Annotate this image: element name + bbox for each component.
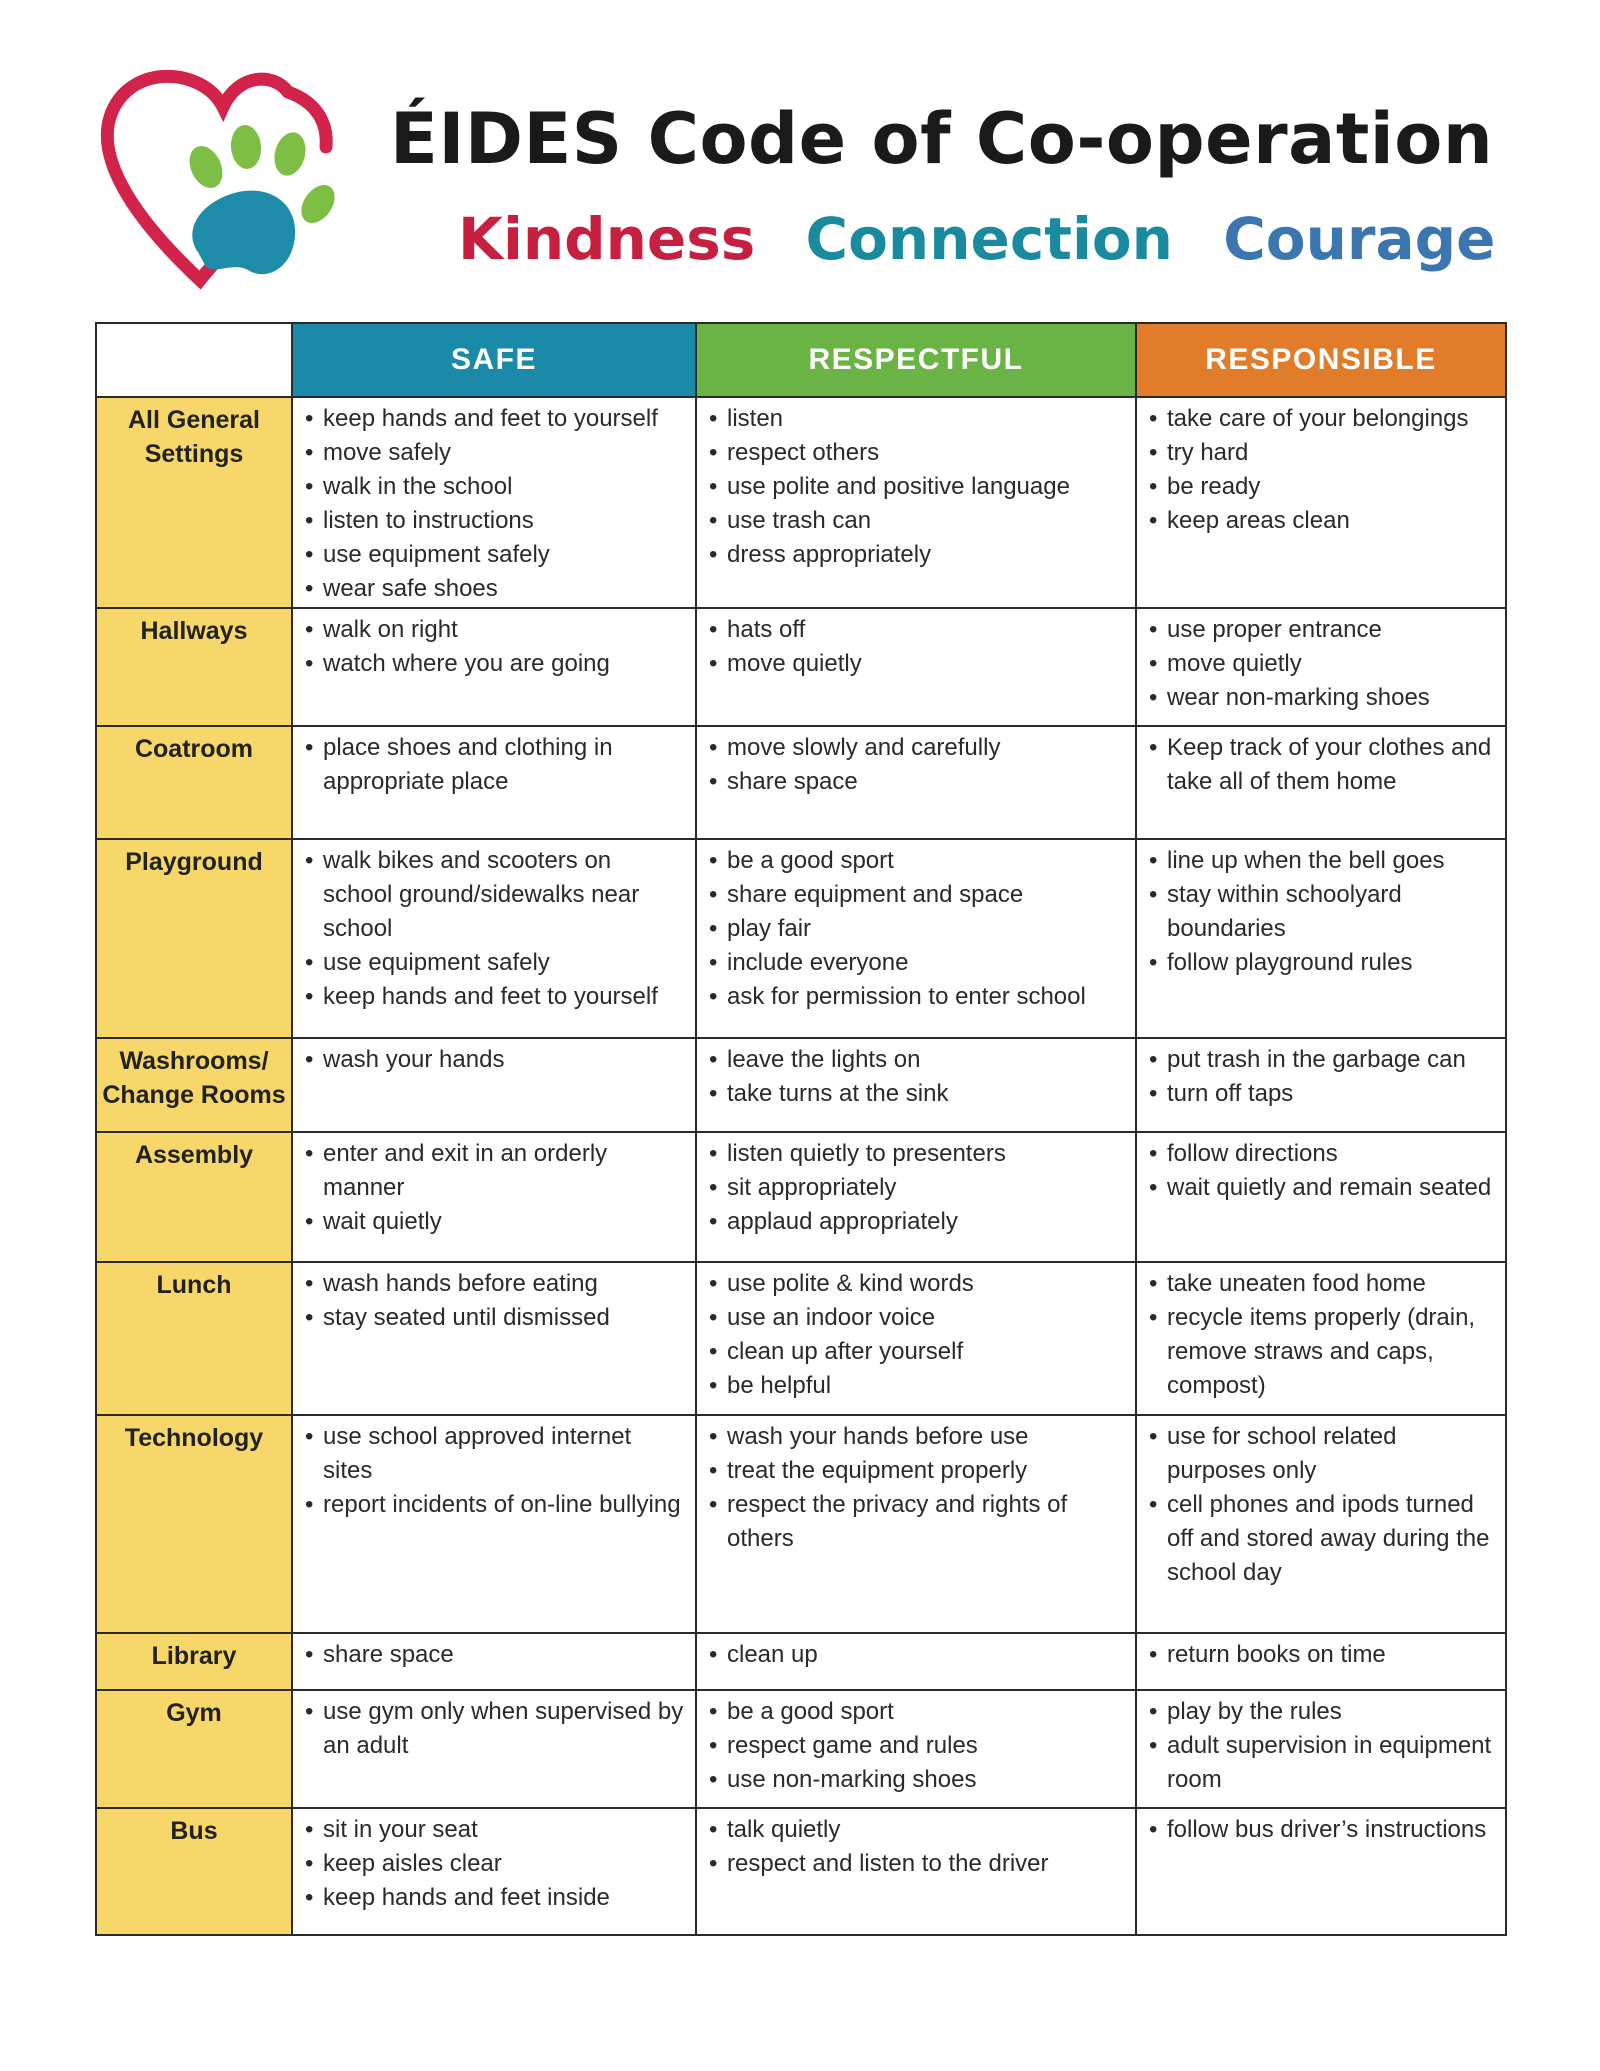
table-row bbox=[96, 839, 1506, 1038]
rule-item: • clean up bbox=[707, 1638, 1127, 1672]
setting-label: Hallways bbox=[96, 608, 292, 726]
respectful-cell bbox=[696, 839, 1136, 1038]
rule-item: • listen quietly to presenters bbox=[707, 1137, 1127, 1171]
rule-item: • place shoes and clothing in appropriate place bbox=[303, 731, 687, 799]
rule-item: • treat the equipment properly bbox=[707, 1454, 1127, 1488]
rule-item: • hats off bbox=[707, 613, 1127, 647]
rule-item: • wash hands before eating bbox=[303, 1267, 687, 1301]
respectful-rule-list bbox=[707, 1638, 1127, 1672]
table-row bbox=[96, 608, 1506, 726]
rule-item: • walk on right bbox=[303, 613, 687, 647]
rule-item: • put trash in the garbage can bbox=[1147, 1043, 1497, 1077]
respectful-rule-list bbox=[707, 844, 1127, 1014]
rule-item: • line up when the bell goes bbox=[1147, 844, 1497, 878]
respectful-cell bbox=[696, 1038, 1136, 1132]
rule-item: • move safely bbox=[303, 436, 687, 470]
responsible-rule-list bbox=[1147, 1813, 1497, 1847]
rule-item: • stay within schoolyard boundaries bbox=[1147, 878, 1497, 946]
rule-item: • use for school related purposes only bbox=[1147, 1420, 1497, 1488]
safe-rule-list bbox=[303, 1695, 687, 1763]
setting-label: Library bbox=[96, 1633, 292, 1690]
respectful-rule-list bbox=[707, 1695, 1127, 1797]
responsible-rule-list bbox=[1147, 1420, 1497, 1590]
rule-item: • follow playground rules bbox=[1147, 946, 1497, 980]
rule-item: • turn off taps bbox=[1147, 1077, 1497, 1111]
safe-rule-list bbox=[303, 1043, 687, 1077]
rule-item: • move slowly and carefully bbox=[707, 731, 1127, 765]
table-row bbox=[96, 1038, 1506, 1132]
respectful-rule-list bbox=[707, 1137, 1127, 1239]
responsible-rule-list bbox=[1147, 1137, 1497, 1205]
responsible-cell bbox=[1136, 1690, 1506, 1808]
rule-item: • cell phones and ipods turned off and stored away during the school day bbox=[1147, 1488, 1497, 1590]
rule-item: • dress appropriately bbox=[707, 538, 1127, 572]
rule-item: • play fair bbox=[707, 912, 1127, 946]
rule-item: • use gym only when supervised by an adult bbox=[303, 1695, 687, 1763]
safe-rule-list bbox=[303, 1137, 687, 1239]
rule-item: • respect and listen to the driver bbox=[707, 1847, 1127, 1881]
rule-item: • use proper entrance bbox=[1147, 613, 1497, 647]
rule-item: • listen bbox=[707, 402, 1127, 436]
respectful-rule-list bbox=[707, 1043, 1127, 1111]
responsible-rule-list bbox=[1147, 844, 1497, 980]
rule-item: • clean up after yourself bbox=[707, 1335, 1127, 1369]
rule-item: • play by the rules bbox=[1147, 1695, 1497, 1729]
rule-item: • walk bikes and scooters on school ground/sidewalks near school bbox=[303, 844, 687, 946]
value-courage: Courage bbox=[1223, 205, 1496, 273]
respectful-cell bbox=[696, 608, 1136, 726]
table-corner bbox=[96, 323, 292, 397]
rule-item: • share space bbox=[303, 1638, 687, 1672]
responsible-cell bbox=[1136, 1808, 1506, 1935]
rule-item: • use school approved internet sites bbox=[303, 1420, 687, 1488]
safe-cell bbox=[292, 1132, 696, 1262]
table-row bbox=[96, 726, 1506, 839]
rule-item: • take care of your belongings bbox=[1147, 402, 1497, 436]
rule-item: • be a good sport bbox=[707, 1695, 1127, 1729]
responsible-cell bbox=[1136, 726, 1506, 839]
rule-item: • report incidents of on-line bullying bbox=[303, 1488, 687, 1522]
responsible-rule-list bbox=[1147, 1695, 1497, 1797]
rule-item: • wait quietly and remain seated bbox=[1147, 1171, 1497, 1205]
rule-item: • listen to instructions bbox=[303, 504, 687, 538]
rule-item: • Keep track of your clothes and take all of them home bbox=[1147, 731, 1497, 799]
rule-item: • leave the lights on bbox=[707, 1043, 1127, 1077]
rule-item: • be a good sport bbox=[707, 844, 1127, 878]
values-subtitle bbox=[458, 205, 1558, 273]
setting-label: All General Settings bbox=[96, 397, 292, 608]
table-row bbox=[96, 1262, 1506, 1415]
responsible-rule-list bbox=[1147, 402, 1497, 538]
respectful-cell bbox=[696, 1808, 1136, 1935]
column-header-safe: SAFE bbox=[292, 323, 696, 397]
safe-rule-list bbox=[303, 1267, 687, 1335]
rule-item: • take turns at the sink bbox=[707, 1077, 1127, 1111]
setting-label: Coatroom bbox=[96, 726, 292, 839]
safe-rule-list bbox=[303, 1813, 687, 1915]
rule-item: • wash your hands bbox=[303, 1043, 687, 1077]
rule-item: • move quietly bbox=[707, 647, 1127, 681]
rule-item: • follow directions bbox=[1147, 1137, 1497, 1171]
rule-item: • move quietly bbox=[1147, 647, 1497, 681]
rule-item: • take uneaten food home bbox=[1147, 1267, 1497, 1301]
responsible-cell bbox=[1136, 1132, 1506, 1262]
rule-item: • try hard bbox=[1147, 436, 1497, 470]
responsible-cell bbox=[1136, 1038, 1506, 1132]
safe-cell bbox=[292, 1262, 696, 1415]
table-header-row bbox=[96, 323, 1506, 397]
table-row bbox=[96, 397, 1506, 608]
responsible-rule-list bbox=[1147, 613, 1497, 715]
rule-item: • use non-marking shoes bbox=[707, 1763, 1127, 1797]
respectful-rule-list bbox=[707, 731, 1127, 799]
rule-item: • recycle items properly (drain, remove straws and caps, compost) bbox=[1147, 1301, 1497, 1403]
rule-item: • ask for permission to enter school bbox=[707, 980, 1127, 1014]
rule-item: • be helpful bbox=[707, 1369, 1127, 1403]
safe-cell bbox=[292, 1415, 696, 1633]
setting-label: Washrooms/ Change Rooms bbox=[96, 1038, 292, 1132]
column-header-respectful: RESPECTFUL bbox=[696, 323, 1136, 397]
responsible-rule-list bbox=[1147, 1638, 1497, 1672]
rule-item: • sit in your seat bbox=[303, 1813, 687, 1847]
page-title: ÉIDES Code of Co-operation bbox=[390, 98, 1494, 180]
setting-label: Bus bbox=[96, 1808, 292, 1935]
value-kindness: Kindness bbox=[458, 205, 756, 273]
setting-label: Gym bbox=[96, 1690, 292, 1808]
responsible-cell bbox=[1136, 608, 1506, 726]
rule-item: • keep areas clean bbox=[1147, 504, 1497, 538]
column-header-responsible: RESPONSIBLE bbox=[1136, 323, 1506, 397]
safe-rule-list bbox=[303, 731, 687, 799]
code-table bbox=[95, 322, 1507, 1936]
respectful-rule-list bbox=[707, 402, 1127, 572]
setting-label: Playground bbox=[96, 839, 292, 1038]
rule-item: • keep hands and feet to yourself bbox=[303, 980, 687, 1014]
respectful-rule-list bbox=[707, 1420, 1127, 1556]
responsible-cell bbox=[1136, 839, 1506, 1038]
safe-cell bbox=[292, 1633, 696, 1690]
rule-item: • wait quietly bbox=[303, 1205, 687, 1239]
respectful-cell bbox=[696, 397, 1136, 608]
table-row bbox=[96, 1633, 1506, 1690]
table-row bbox=[96, 1808, 1506, 1935]
table-row bbox=[96, 1690, 1506, 1808]
responsible-cell bbox=[1136, 397, 1506, 608]
safe-cell bbox=[292, 726, 696, 839]
rule-item: • be ready bbox=[1147, 470, 1497, 504]
rule-item: • use polite & kind words bbox=[707, 1267, 1127, 1301]
safe-rule-list bbox=[303, 613, 687, 681]
safe-cell bbox=[292, 1808, 696, 1935]
responsible-rule-list bbox=[1147, 1043, 1497, 1111]
rule-item: • adult supervision in equipment room bbox=[1147, 1729, 1497, 1797]
safe-rule-list bbox=[303, 402, 687, 606]
respectful-cell bbox=[696, 1633, 1136, 1690]
rule-item: • keep hands and feet inside bbox=[303, 1881, 687, 1915]
respectful-cell bbox=[696, 1262, 1136, 1415]
respectful-cell bbox=[696, 1132, 1136, 1262]
rule-item: • respect others bbox=[707, 436, 1127, 470]
rule-item: • share equipment and space bbox=[707, 878, 1127, 912]
rule-item: • respect the privacy and rights of others bbox=[707, 1488, 1127, 1556]
rule-item: • wear safe shoes bbox=[303, 572, 687, 606]
rule-item: • applaud appropriately bbox=[707, 1205, 1127, 1239]
rule-item: • use polite and positive language bbox=[707, 470, 1127, 504]
safe-rule-list bbox=[303, 1420, 687, 1522]
rule-item: • respect game and rules bbox=[707, 1729, 1127, 1763]
rule-item: • use an indoor voice bbox=[707, 1301, 1127, 1335]
rule-item: • keep hands and feet to yourself bbox=[303, 402, 687, 436]
responsible-rule-list bbox=[1147, 1267, 1497, 1403]
responsible-rule-list bbox=[1147, 731, 1497, 799]
rule-item: • return books on time bbox=[1147, 1638, 1497, 1672]
safe-rule-list bbox=[303, 1638, 687, 1672]
rule-item: • walk in the school bbox=[303, 470, 687, 504]
setting-label: Technology bbox=[96, 1415, 292, 1633]
rule-item: • use equipment safely bbox=[303, 538, 687, 572]
safe-cell bbox=[292, 397, 696, 608]
responsible-cell bbox=[1136, 1262, 1506, 1415]
rule-item: • watch where you are going bbox=[303, 647, 687, 681]
rule-item: • use equipment safely bbox=[303, 946, 687, 980]
safe-cell bbox=[292, 608, 696, 726]
rule-item: • use trash can bbox=[707, 504, 1127, 538]
rule-item: • enter and exit in an orderly manner bbox=[303, 1137, 687, 1205]
respectful-rule-list bbox=[707, 1813, 1127, 1881]
value-connection: Connection bbox=[805, 205, 1173, 273]
safe-cell bbox=[292, 1690, 696, 1808]
respectful-rule-list bbox=[707, 1267, 1127, 1403]
heart-paw-icon bbox=[88, 62, 353, 302]
rule-item: • include everyone bbox=[707, 946, 1127, 980]
table-body bbox=[96, 397, 1506, 1935]
rule-item: • follow bus driver’s instructions bbox=[1147, 1813, 1497, 1847]
rule-item: • keep aisles clear bbox=[303, 1847, 687, 1881]
table-row bbox=[96, 1132, 1506, 1262]
table-row bbox=[96, 1415, 1506, 1633]
respectful-cell bbox=[696, 1415, 1136, 1633]
setting-label: Assembly bbox=[96, 1132, 292, 1262]
rule-item: • wear non-marking shoes bbox=[1147, 681, 1497, 715]
safe-cell bbox=[292, 839, 696, 1038]
setting-label: Lunch bbox=[96, 1262, 292, 1415]
safe-cell bbox=[292, 1038, 696, 1132]
responsible-cell bbox=[1136, 1415, 1506, 1633]
rule-item: • sit appropriately bbox=[707, 1171, 1127, 1205]
safe-rule-list bbox=[303, 844, 687, 1014]
respectful-rule-list bbox=[707, 613, 1127, 681]
rule-item: • talk quietly bbox=[707, 1813, 1127, 1847]
rule-item: • stay seated until dismissed bbox=[303, 1301, 687, 1335]
responsible-cell bbox=[1136, 1633, 1506, 1690]
rule-item: • wash your hands before use bbox=[707, 1420, 1127, 1454]
respectful-cell bbox=[696, 1690, 1136, 1808]
respectful-cell bbox=[696, 726, 1136, 839]
rule-item: • share space bbox=[707, 765, 1127, 799]
